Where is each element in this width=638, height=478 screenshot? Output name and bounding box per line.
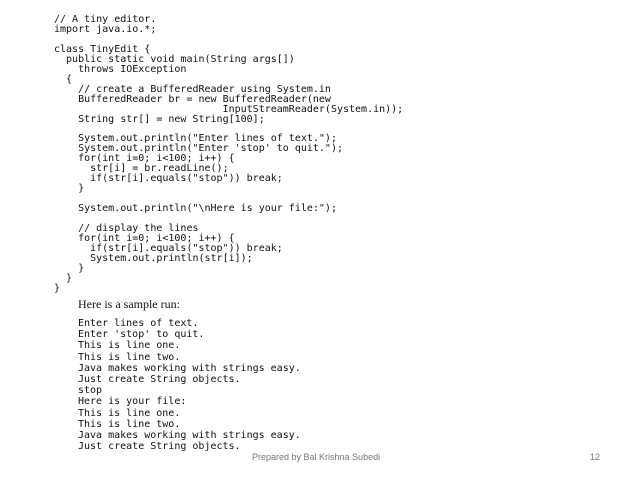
sample-output-line: Java makes working with strings easy. <box>78 362 301 374</box>
sample-output-line: This is line two. <box>78 351 181 363</box>
code-line: System.out.println("\nHere is your file:"); <box>54 203 337 215</box>
code-line: for(int i=0; i<100; i++) { <box>54 153 235 165</box>
code-line: String str[] = new String[100]; <box>54 113 265 125</box>
code-line: // create a BufferedReader using System.in <box>54 83 331 95</box>
sample-output-line: Here is your file: <box>78 396 187 408</box>
code-line: } <box>54 282 61 294</box>
sample-run-heading: Here is a sample run: <box>78 297 180 311</box>
code-line: } <box>54 262 85 274</box>
code-line: if(str[i].equals("stop")) break; <box>54 242 283 254</box>
code-line: // A tiny editor. <box>54 14 157 25</box>
code-line: InputStreamReader(System.in)); <box>54 103 404 115</box>
code-line: str[i] = br.readLine(); <box>54 163 229 175</box>
code-line: for(int i=0; i<100; i++) { <box>54 232 235 244</box>
sample-output-line: stop <box>78 385 103 397</box>
code-line: // display the lines <box>54 222 199 234</box>
code-line: } <box>54 183 85 195</box>
sample-output-line: Java makes working with strings easy. <box>78 430 301 441</box>
sample-output-line: Just create String objects. <box>78 441 241 453</box>
code-line: if(str[i].equals("stop")) break; <box>54 173 283 185</box>
sample-output-line: Just create String objects. <box>78 374 241 385</box>
code-line: class TinyEdit { <box>54 43 151 55</box>
sample-output-line: Enter lines of text. <box>78 318 199 329</box>
code-line: } <box>54 272 73 284</box>
sample-output-line: Enter 'stop' to quit. <box>78 329 205 341</box>
code-line: BufferedReader br = new BufferedReader(new <box>54 93 331 105</box>
code-line: System.out.println("Enter lines of text."); <box>54 133 337 145</box>
code-line: throws IOException <box>54 63 187 75</box>
footer-credit: Prepared by Bal Krishna Subedi <box>252 452 381 462</box>
sample-output-line: This is line two. <box>78 418 181 430</box>
code-line: System.out.println(str[i]); <box>54 252 253 264</box>
sample-output-line: This is line one. <box>78 340 181 352</box>
code-line: System.out.println("Enter 'stop' to quit."); <box>54 143 343 155</box>
code-line: { <box>54 73 73 85</box>
code-line: public static void main(String args[]) <box>54 53 295 65</box>
page-number: 12 <box>590 452 601 462</box>
code-line: import java.io.*; <box>54 23 157 35</box>
sample-output-line: This is line one. <box>78 407 181 419</box>
